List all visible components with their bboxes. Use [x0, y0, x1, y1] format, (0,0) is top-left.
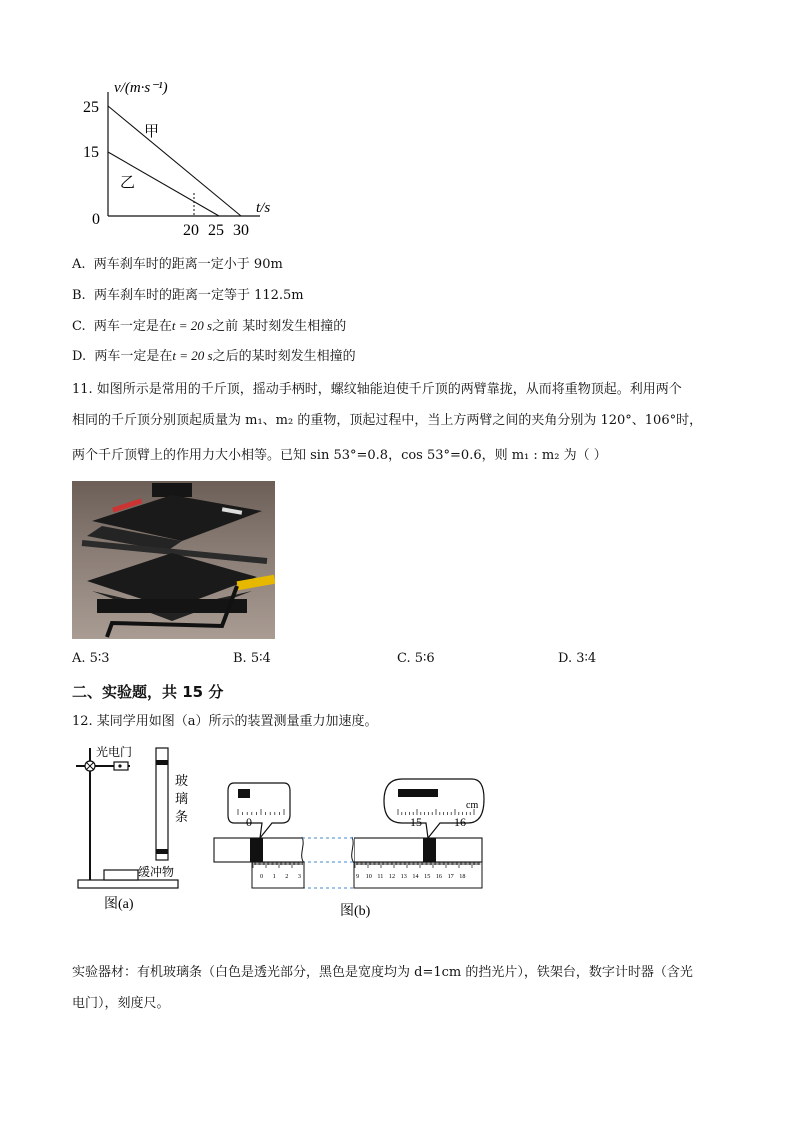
q10-option-b: B. 两车刹车时的距离一定等于 112.5m — [72, 288, 304, 303]
figure-b-strip-ruler — [212, 775, 487, 920]
photogate-label: 光电门 — [96, 745, 133, 759]
graph-x-tick-20: 20 — [183, 222, 199, 239]
q11-line-2: 相同的千斤顶分别顶起质量为 m₁、m₂ 的重物，顶起过程中，当上方两臂之间的夹角分别为 120°、106°时， — [72, 413, 703, 428]
q11-line-3: 两个千斤顶臂上的作用力大小相等。已知 sin 53°=0.8，cos 53°=0.6，则 m₁ : m₂ 为（ ） — [72, 448, 607, 463]
figure-b-caption: 图(b) — [340, 904, 371, 919]
zoom-right-label-15: 15 — [410, 815, 422, 829]
section-heading: 二、实验题，共 15 分 — [72, 683, 224, 701]
q10-option-a: A. 两车刹车时的距离一定小于 90m — [72, 257, 283, 272]
strip-right-piece — [354, 838, 482, 862]
q12-materials-line-1: 实验器材：有机玻璃条（白色是透光部分，黑色是宽度均为 d=1cm 的挡光片），铁架台，数字计时器（含光 — [72, 965, 693, 980]
q11-line-1: 11. 如图所示是常用的千斤顶，摇动手柄时，螺纹轴能迫使千斤顶的两臂靠拢，从而将重物顶起。利用两个 — [72, 382, 682, 397]
graph-y-tick-25: 25 — [83, 99, 99, 116]
graph-label-jia: 甲 — [144, 124, 160, 140]
q11-option-c: C. 5∶6 — [397, 651, 435, 666]
q12-line-1: 12. 某同学用如图（a）所示的装置测量重力加速度。 — [72, 714, 378, 729]
graph-y-axis-label: v/(m·s⁻¹) — [114, 80, 168, 96]
graph-y-tick-15: 15 — [83, 144, 99, 161]
graph-x-tick-30: 30 — [233, 222, 249, 239]
q10-option-d: D. 两车一定是在t = 20 s之后的某时刻发生相撞的 — [72, 348, 356, 364]
shutter-left — [250, 838, 263, 862]
graph-label-yi: 乙 — [120, 175, 136, 191]
buffer-label: 缓冲物 — [138, 865, 175, 879]
zoom-bubble-left — [228, 783, 290, 838]
strip-label-3: 条 — [175, 809, 189, 824]
q10-option-c: C. 两车一定是在t = 20 s之前 某时刻发生相撞的 — [72, 318, 347, 334]
q11-option-a: A. 5∶3 — [72, 651, 110, 666]
ruler-left-labels: 0 1 2 3 — [260, 873, 302, 880]
ruler-right-labels: 9 10 11 12 13 14 15 16 17 18 — [356, 873, 466, 880]
figure-a-apparatus — [72, 740, 202, 920]
car-jack-photo — [72, 481, 275, 639]
q11-option-d: D. 3∶4 — [558, 651, 597, 666]
graph-x-tick-25: 25 — [208, 222, 224, 239]
zoom-right-label-16: 16 — [454, 815, 466, 829]
graph-x-axis-label: t/s — [256, 200, 271, 216]
graph-line-jia — [108, 106, 241, 216]
car-jack-illustration — [72, 481, 275, 639]
buffer-block — [104, 870, 138, 880]
graph-y-tick-0: 0 — [92, 211, 100, 228]
shutter-right — [423, 838, 436, 862]
q12-materials-line-2: 电门），刻度尺。 — [72, 996, 170, 1011]
q11-option-b: B. 5∶4 — [233, 651, 271, 666]
velocity-time-graph — [80, 72, 290, 242]
zoom-left-label: 0 — [246, 815, 252, 829]
stand-base — [78, 880, 178, 888]
figure-a-caption: 图(a) — [104, 897, 134, 912]
strip-label-2: 璃 — [175, 791, 189, 806]
strip-label-1: 玻 — [175, 773, 189, 788]
zoom-right-unit: cm — [466, 800, 479, 811]
